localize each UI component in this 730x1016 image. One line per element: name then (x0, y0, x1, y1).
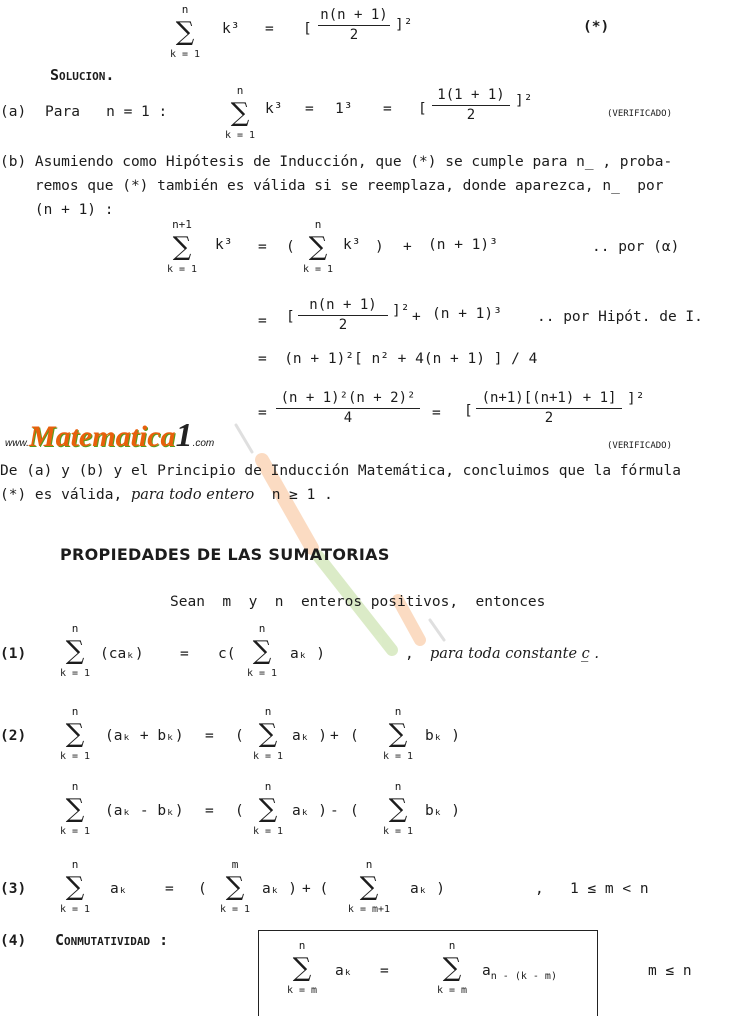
fraction: $\frac{\text{(n + 1)²(n + 2)²}}{4}$ (276, 389, 420, 427)
verified-note: (VERIFICADO) (607, 441, 673, 451)
summation: n ∑ k = 1 (382, 780, 414, 837)
term: k³ (343, 237, 361, 253)
text-line: De (a) y (b) y el Principio de Inducción Matemática, concluimos que la fórmula (0, 463, 681, 479)
item-label: (2) (0, 728, 27, 744)
section-heading: PROPIEDADES DE LAS SUMATORIAS (60, 545, 390, 564)
term: aₖ ) (410, 881, 445, 897)
paren: ( (198, 881, 207, 897)
term: aₖ ) (292, 803, 327, 819)
term: bₖ ) (425, 728, 460, 744)
text-line: (b) Asumiendo como Hipótesis de Inducción, que (*) se cumple para n̲ , proba- (0, 154, 673, 170)
item-label: (3) (0, 881, 27, 897)
text-line: Sean m y n enteros positivos, entonces (170, 594, 546, 610)
term: bₖ ) (425, 803, 460, 819)
item-label: (a) (0, 104, 27, 120)
equals: = (258, 313, 267, 329)
text-line: (*) es válida, para todo entero n ≥ 1 . (0, 487, 333, 503)
condition: m ≤ n (648, 963, 692, 979)
paren: ( (235, 728, 244, 744)
term: 1³ (335, 101, 353, 117)
summation: n ∑ k = 1 (382, 705, 414, 762)
item-label: (4) (0, 933, 27, 949)
condition: 1 ≤ m < n (570, 881, 649, 897)
equals: = (305, 101, 314, 117)
note: .. por Hipót. de I. (537, 309, 703, 325)
equation-line: = (n + 1)²[ n² + 4(n + 1) ] / 4 (258, 351, 538, 367)
fraction: $\frac{(n+1)[(n+1) + 1]}{2}$ (476, 389, 622, 427)
verified-note: (VERIFICADO) (607, 109, 673, 119)
bracket: ]² (627, 391, 645, 407)
site-logo: www.Matematica1.com (5, 417, 215, 454)
watermark-mark (236, 425, 252, 452)
term: aₖ (110, 881, 128, 897)
term: aₖ ) (262, 881, 297, 897)
comma: , (405, 646, 414, 662)
term: k³ (222, 21, 240, 37)
plus: + (330, 728, 339, 744)
equals: = (180, 646, 189, 662)
term: k³ (215, 237, 233, 253)
summation: n ∑ k = 1 (59, 705, 91, 762)
bracket: [ (418, 101, 427, 117)
term: c( (218, 646, 236, 662)
equals: = (205, 803, 214, 819)
bracket: ]² (395, 17, 413, 33)
equals: = (432, 405, 441, 421)
fraction: $\frac{1(1 + 1)}{2}$ (432, 86, 510, 124)
equals: = (383, 101, 392, 117)
summation: n ∑ k = m (436, 939, 468, 996)
paren: ( (350, 803, 359, 819)
text-line: remos que (*) también es válida si se reemplaza, donde aparezca, n̲ por (0, 178, 664, 194)
solution-heading: Solucion. (50, 66, 115, 84)
fraction: $\frac{n(n + 1)}{2}$ (298, 296, 388, 334)
equals: = (205, 728, 214, 744)
bracket: ]² (515, 93, 533, 109)
summation: n ∑ k = 1 (59, 622, 91, 679)
paren: ( (286, 239, 295, 255)
plus: + (412, 309, 421, 325)
term: k³ (265, 101, 283, 117)
term: (n + 1)³ (428, 237, 498, 253)
item-label: (1) (0, 646, 27, 662)
comma: , (535, 881, 544, 897)
watermark-mark (430, 620, 444, 640)
summation: n ∑ k = m+1 (347, 858, 391, 915)
term: aₖ ) (290, 646, 325, 662)
term: (aₖ - bₖ) (105, 803, 184, 819)
bracket: ]² (392, 303, 410, 319)
summation: n ∑ k = 1 (59, 858, 91, 915)
equals: = (165, 881, 174, 897)
plus: + ( (302, 881, 329, 897)
equals: = (258, 239, 267, 255)
text: Para n = 1 : (45, 104, 168, 120)
summation: n ∑ k = 1 (252, 705, 284, 762)
summation: n ∑ k = 1 (302, 218, 334, 275)
minus: - (330, 803, 339, 819)
bracket: [ (303, 21, 312, 37)
paren: ( (350, 728, 359, 744)
summation: n ∑ k = 1 (246, 622, 278, 679)
property-title: Conmutatividad : (55, 931, 169, 949)
summation: n ∑ k = m (286, 939, 318, 996)
summation: n+1 ∑ k = 1 (166, 218, 198, 275)
summation: n ∑ k = 1 (224, 84, 256, 141)
text-line: (n + 1) : (0, 202, 114, 218)
bracket: [ (464, 403, 473, 419)
plus: + (403, 239, 412, 255)
term: aₖ (335, 963, 353, 979)
fraction: $\frac{n(n + 1)}{2}$ (318, 6, 390, 44)
summation: n ∑ k = 1 (252, 780, 284, 837)
equals: = (258, 405, 267, 421)
equals: = (265, 21, 274, 37)
summation: n ∑ k = 1 (169, 3, 201, 60)
equation-tag: (*) (583, 19, 610, 35)
term: (n + 1)³ (432, 306, 502, 322)
term: (caₖ) (100, 646, 144, 662)
term: $a_{n - (k - m)}$ (482, 963, 557, 982)
term: aₖ ) (292, 728, 327, 744)
equals: = (380, 963, 389, 979)
term: (aₖ + bₖ) (105, 728, 184, 744)
note: para toda constante c̲ . (430, 646, 600, 662)
summation: m ∑ k = 1 (219, 858, 251, 915)
paren: ) (375, 239, 384, 255)
summation: n ∑ k = 1 (59, 780, 91, 837)
note: .. por (α) (592, 239, 680, 255)
paren: ( (235, 803, 244, 819)
bracket: [ (286, 309, 295, 325)
